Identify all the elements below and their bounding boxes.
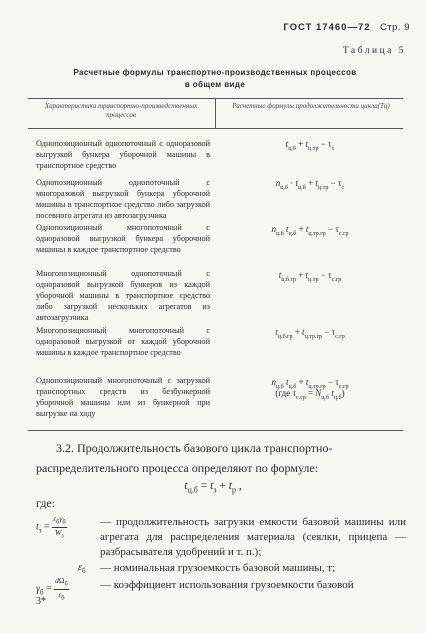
def-3-text: — коэффициент использования грузоемкости базовой <box>100 579 354 591</box>
def-3-symbol: $\gamma_б$ = $\frac{d\Omega_б}{\varepsilon_б}$ <box>36 576 68 601</box>
table-header-rule <box>28 128 403 129</box>
row-2-description: Однопозиционный однопоточный с многоразовой выгрузкой бункера уборочной машины в транспортное средство либо загрузкой посевного агрегата из автозагрузчика <box>36 178 210 220</box>
row-1-formula: $t_{ц.б} + t_{ц.тр} - \tau_с$ <box>285 139 335 152</box>
table-number: Таблица 5 <box>342 46 406 56</box>
row-6-description: Однопозиционный многопоточный с загрузкой транспортных средств из безбункерной уборочной машины или из бункерной при выгрузке на ходу <box>36 376 210 418</box>
page-header <box>283 22 410 33</box>
column-header-characteristic: Характеристика транспортно-производственных процессов <box>44 102 198 119</box>
table-subtitle: в общем виде <box>184 80 246 89</box>
table-bottom-rule <box>28 430 403 431</box>
def-1-text: — продолжительность загрузки емкости базовой машины или агрегата для распределения материала (сеялки, прицепа — разбрасывателя удобрений и т. п.); <box>100 516 406 558</box>
def-2-symbol: $\varepsilon_б$ <box>78 562 86 575</box>
where-label: где: <box>36 496 56 510</box>
page-ref: Стр. 9 <box>379 22 410 33</box>
row-5-formula: $t_{ц.б.гр} + t_{ц.тр.гр} - \tau_{с.гр}$ <box>275 327 345 340</box>
table-column-divider <box>215 98 216 128</box>
row-3-formula: $n_{ц.б}$ $t_{ц.б} + t_{ц.тр.гр} - \tau_{с.гр}$ <box>271 224 349 237</box>
row-2-formula: $n_{ц.б} \cdot t_{ц.б} + t_{ц.тр} - \tau_с$ <box>275 178 345 191</box>
row-3-description: Однопозиционный многопоточный с одноразовой выгрузкой бункера уборочной машины в каждое транспортное средство <box>36 223 210 254</box>
row-4-formula: $t_{ц.б.гр} + t_{ц.тр} - \tau_{с.гр}$ <box>278 270 342 283</box>
table-title: Расчетные формулы транспортно-производственных процессов <box>73 68 357 77</box>
main-formula: $t_{ц.б} = t_з + t_р$ , <box>184 480 242 495</box>
row-5-description: Многопозиционный многопоточный с одноразовой выгрузкой от каждой уборочной машины в каждое транспортное средство <box>36 326 210 357</box>
row-6-formula: $n_{ц.б}$ $t_{ц.б} + t_{ц.тр.гр} - \tau_{с.гр}$ <box>271 377 349 390</box>
row-1-description: Однопозиционный однопоточный с одноразовой выгрузкой бункера уборочной машины в транспортное средство <box>36 139 210 170</box>
page-number: 3* <box>36 596 46 607</box>
def-2-text: — номинальная грузоемкость базовой машины, т; <box>100 562 336 574</box>
row-6-formula-note: (где $\tau_{с.гр} = N_{ц.б}$ $t_{ц.б}$) <box>275 388 345 401</box>
def-1-symbol: $t_з$ = $\frac{\varepsilon_б\gamma_б}{W_з}$ <box>36 514 66 539</box>
row-4-description: Многопозиционный однопоточный с одноразовой выгрузкой бункеров из каждой уборочной машины в транспортное средство либо загрузкой нескольких агрегатов из автозагрузчика <box>36 269 210 322</box>
gost-number: ГОСТ 17460—72 <box>283 22 371 33</box>
column-header-formula: Расчетные формулы продолжительности цикла(Тц) <box>232 102 390 110</box>
section-3-2-text: 3.2. Продолжительность базового цикла транспортно-распределительного процесса определяют по формуле: <box>36 441 333 475</box>
